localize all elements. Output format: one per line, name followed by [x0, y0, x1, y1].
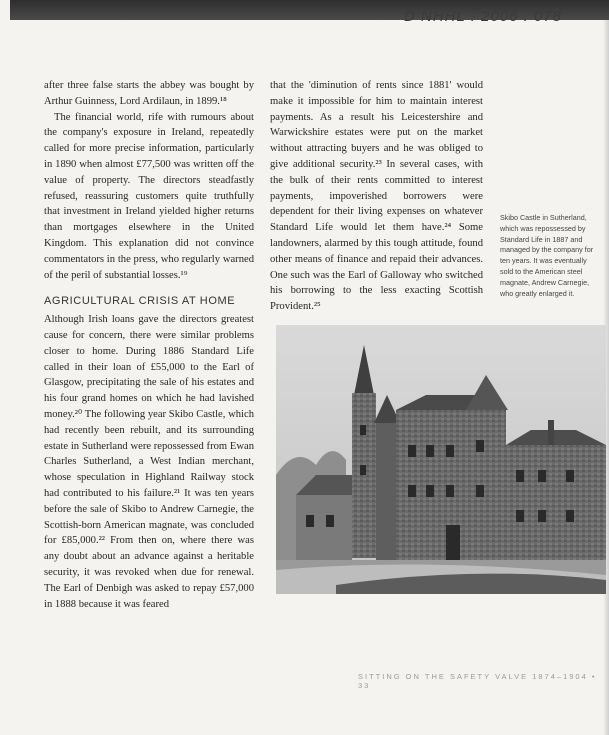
middle-column	[270, 78, 483, 315]
archive-reference: D NHHL : 2006 . 078	[404, 8, 562, 25]
middle-paragraph-1: that the 'diminution of rents since 1881' would make it impossible for him to maintain interest payments. As a result his Leicestershire and Warwickshire estates were put on the market without attracting buyers and he was obliged to give additional security.²³ In several cases, with the bulk of their rents committed to interest payments, impoverished borrowers were dependent for their living expenses on whatever Standard Life would let them have.²⁴ Some landowners, alarmed by this tough attitude, found other means of finance and repaid their advances. One such was the Earl of Galloway who switched his borrowing to the less exacting Scottish Provident.²⁵	[270, 80, 483, 313]
page-footer: SITTING ON THE SAFETY VALVE 1874–1904 • 33	[358, 672, 597, 690]
left-paragraph-2: The financial world, rife with rumours about the company's exposure in Ireland, repeatedly called for more precise information, particularly in 1890 when almost £77,500 was written off the value of property. The directors steadfastly refused, reassuring customers quite truthfully that investment in Ireland yielded higher returns than mortgages elsewhere in the United Kingdom. This explanation did not convince commentators in the press, who regularly warned of the peril of substantial losses.¹⁹	[44, 111, 254, 281]
photo-caption: Skibo Castle in Sutherland, which was repossessed by Standard Life in 1887 and managed by the company for ten years. It was eventually sold to the American steel magnate, Andrew Carnegie, who greatly enlarged it.	[500, 213, 594, 298]
left-column	[44, 78, 254, 612]
section-heading: AGRICULTURAL CRISIS AT HOME	[44, 295, 236, 308]
scan-top-corner	[0, 0, 10, 20]
left-paragraph-1: after three false starts the abbey was bought by Arthur Guinness, Lord Ardilaun, in 1899.¹⁸	[44, 80, 254, 107]
castle-photograph	[276, 325, 606, 594]
left-paragraph-3: Although Irish loans gave the directors greatest cause for concern, there were similar problems closer to home. During 1886 Standard Life called in their loan of £55,000 to the Earl of Glasgow, precipitating the sale of his estates and his four grand homes on which he had lavished money.²⁰ The following year Skibo Castle, which had recently been rebuilt, and its surrounding estate in Sutherland were repossessed from Ewan Charles Sutherland, a West Indian merchant, whose speculation in Highland Railway stock had contributed to his failure.²¹ It was ten years before the sale of Skibo to Andrew Carnegie, the Scottish-born American magnate, was concluded for £85,000.²² From then on, where there was any doubt about an advance against a heritable security, it was revoked when due for renewal. The Earl of Denbigh was asked to repay £57,000 in 1888 because it was feared	[44, 314, 254, 610]
